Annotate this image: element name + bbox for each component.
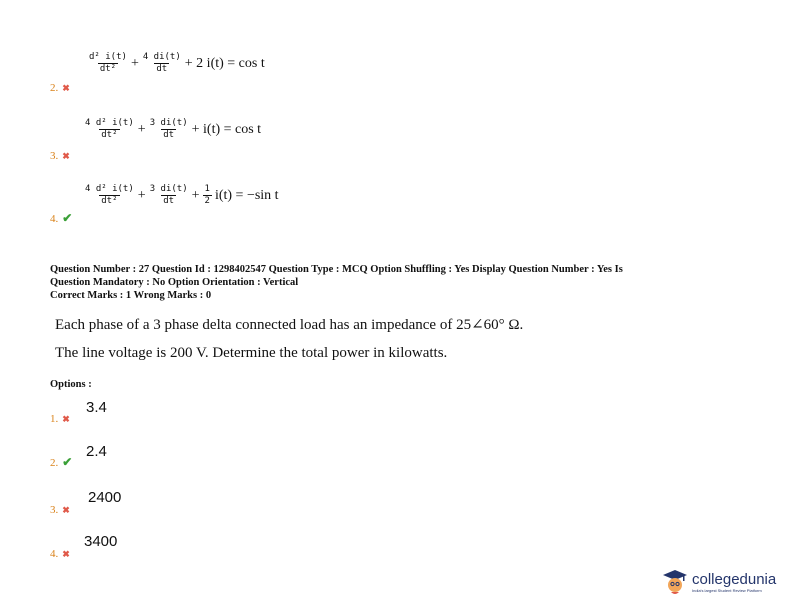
equation-option-2: $\frac{\text{d² i(t)}}{\text{dt²}}$ + $\frac{4 di(t)}{dt}$ + 2 i(t) = cos t: [89, 52, 265, 74]
option-value-2: 2.4: [86, 443, 107, 460]
option-marker-2: [50, 78, 70, 96]
cross-icon: ✖: [62, 505, 70, 515]
cross-icon: ✖: [62, 83, 70, 93]
fraction: $\frac{1}{2}$: [204, 184, 210, 206]
brand-tagline: India's largest Student Review Platform: [692, 588, 762, 593]
option-marker-4: [50, 544, 70, 562]
option-marker-1: [50, 409, 70, 427]
option-number: 3.: [50, 150, 59, 162]
options-label: Options :: [50, 379, 92, 390]
fraction: $\frac{\text{d² i(t)}}{\text{dt²}}$: [89, 52, 127, 74]
brand-name: collegedunia: [692, 571, 777, 588]
cross-icon: ✖: [62, 549, 70, 559]
fraction: $\frac{4 di(t)}{dt}$: [142, 52, 181, 74]
check-icon: ✔: [62, 455, 73, 469]
check-icon: ✔: [62, 211, 73, 225]
equation-option-3: $\frac{\text{4 d² i(t)}}{\text{dt²}}$ + $\frac{3 di(t)}{dt}$ + i(t) = cos t: [85, 118, 262, 140]
option-value-3: 2400: [88, 489, 122, 506]
option-marker-3: [50, 500, 70, 518]
fraction: $\frac{\text{4 d² i(t)}}{\text{dt²}}$: [85, 118, 134, 140]
option-value-4: 3400: [84, 533, 118, 550]
option-number: 3.: [50, 504, 59, 516]
equation-option-4: $\frac{\text{4 d² i(t)}}{\text{dt²}}$ + $\frac{3 di(t)}{dt}$ + $\frac{1}{2}$ i(t) = −sin t: [85, 184, 279, 206]
fraction: $\frac{\text{4 d² i(t)}}{\text{dt²}}$: [85, 184, 134, 206]
option-value-1: 3.4: [86, 399, 107, 416]
option-number: 4.: [50, 548, 59, 560]
option-marker-3: [50, 146, 70, 164]
collegedunia-logo: [662, 568, 776, 596]
option-number: 4.: [50, 213, 59, 225]
fraction: $\frac{3 di(t)}{dt}$: [149, 118, 188, 140]
question-text-line1: Each phase of a 3 phase delta connected load has an impedance of 25∠60° Ω.: [55, 317, 524, 333]
graduate-icon: [662, 568, 688, 596]
cross-icon: ✖: [62, 414, 70, 424]
question-text-line2: The line voltage is 200 V. Determine the total power in kilowatts.: [55, 345, 448, 361]
option-marker-4: [50, 209, 72, 227]
option-marker-2: [50, 453, 72, 471]
option-number: 2.: [50, 457, 59, 469]
option-number: 1.: [50, 413, 59, 425]
fraction: $\frac{3 di(t)}{dt}$: [149, 184, 188, 206]
question-meta: Question Number : 27 Question Id : 1298402547 Question Type : MCQ Option Shuffling : Yes Display Question Number : Yes Is Question Mandatory : No Option Orientation : Vertical Correct Marks : 1 Wrong Marks : 0: [50, 264, 623, 301]
option-number: 2.: [50, 82, 59, 94]
cross-icon: ✖: [62, 151, 70, 161]
